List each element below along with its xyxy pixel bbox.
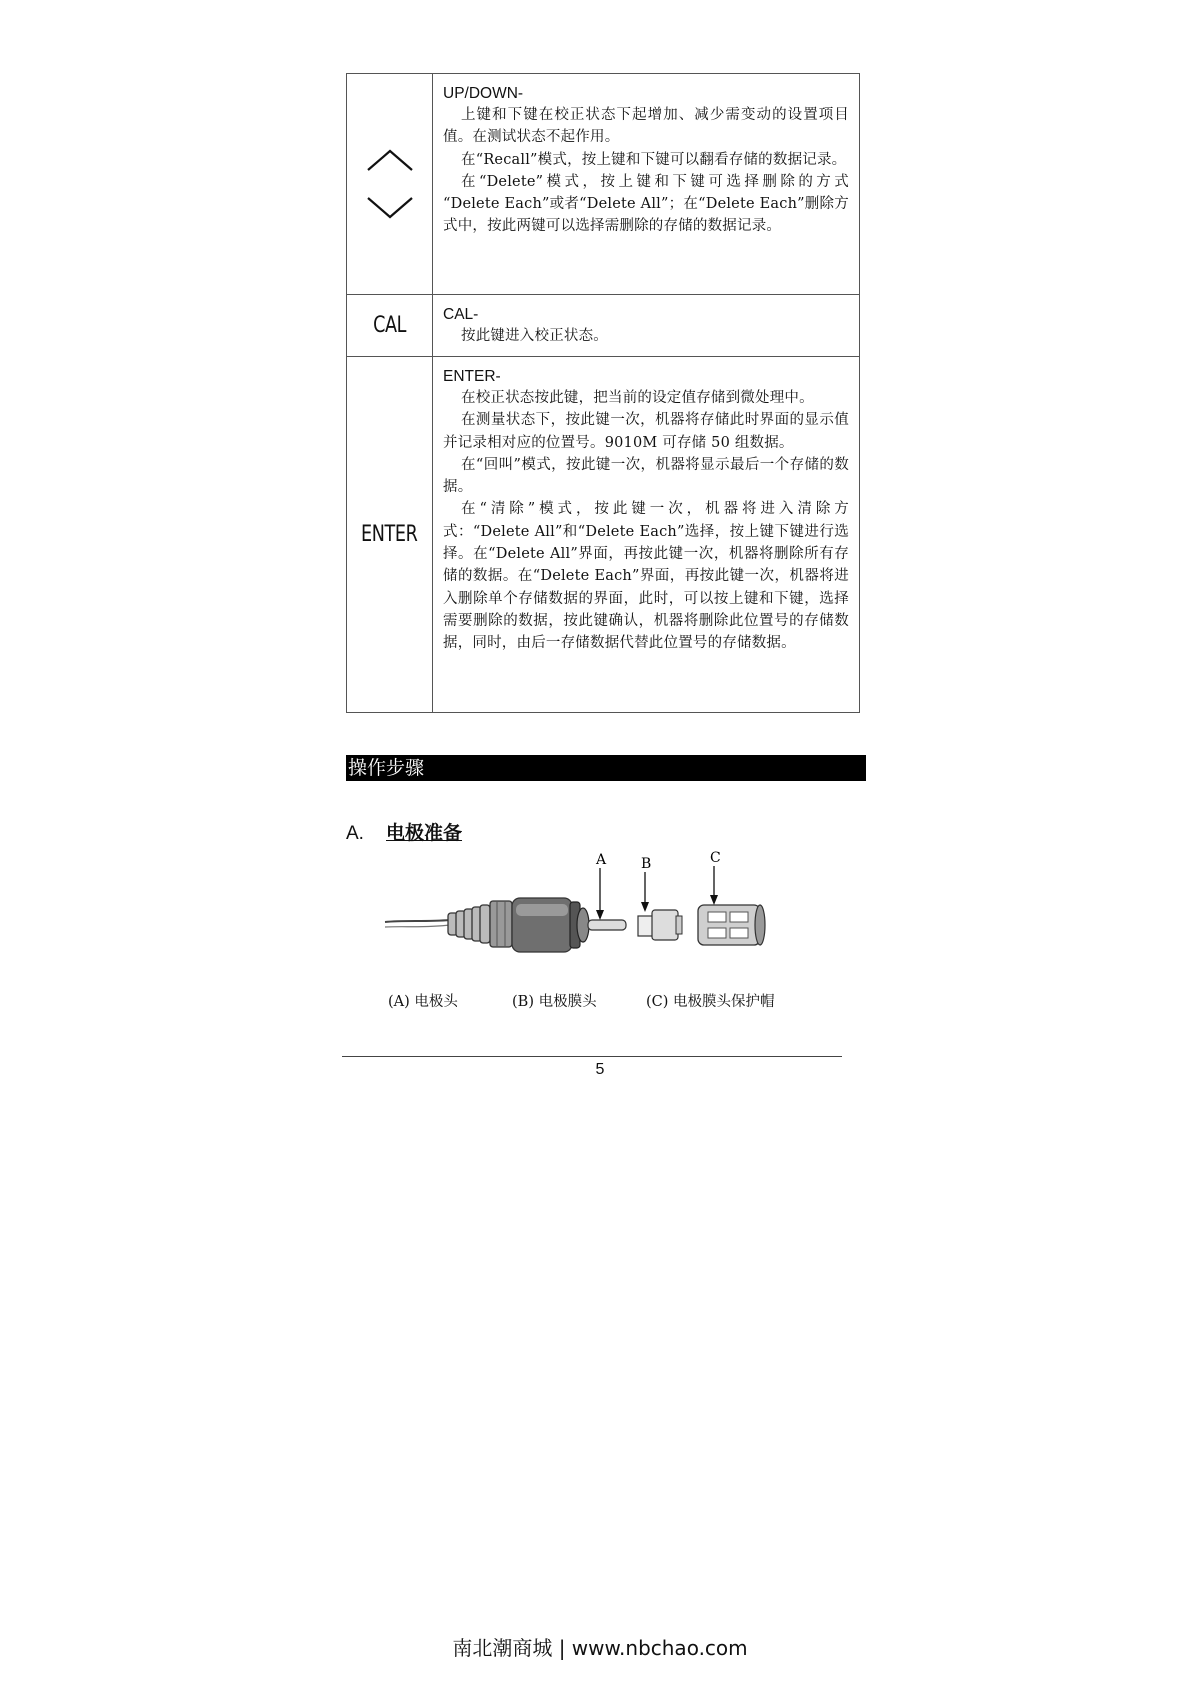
desc-paragraph: 在“Delete”模式，按上键和下键可选择删除的方式 “Delete Each”或者“Delete All”；在“Delete Each”删除方式中，按此两键可以选择需删除的存储的数据记录。 — [443, 173, 849, 235]
membrane-head-b — [638, 856, 682, 940]
desc-paragraph: 按此键进入校正状态。 — [461, 328, 608, 344]
key-function-table — [346, 73, 860, 713]
table-row-cal — [347, 295, 860, 357]
desc-paragraph: 在“清除”模式，按此键一次，机器将进入清除方式：“Delete All”和“Delete Each”选择，按上键下键进行选择。在“Delete All”界面，再按此键一次，机器将删除所有存储的数据。在“Delete Each”界面，再按此键一次，机器将进入删除单个存储数据的界面，此时，可以按上键和下键，选择需要删除的数据，按此键确认，机器将删除此位置号的存储数据，同时，由后一存储数据代替此位置号的存储数据。 — [443, 501, 849, 652]
caption-electrode-head: (A) 电极头 — [388, 994, 458, 1010]
figure-label-b: B — [641, 856, 652, 872]
figure-label-c: C — [710, 850, 721, 866]
desc-cell-cal — [433, 295, 860, 357]
table-row-up-down — [347, 74, 860, 295]
key-label-cal: CAL — [373, 313, 406, 338]
key-cell-enter — [347, 357, 433, 713]
table-row-enter — [347, 357, 860, 713]
subsection-letter: A. — [346, 823, 364, 844]
key-cell-cal — [347, 295, 433, 357]
key-title-cal: CAL- — [443, 306, 479, 323]
desc-paragraph: 在校正状态按此键，把当前的设定值存储到微处理中。 — [461, 390, 814, 406]
key-title-up-down: UP/DOWN- — [443, 85, 524, 102]
connector-nut — [490, 901, 512, 947]
key-cell-up-down — [347, 74, 433, 295]
electrode-body — [512, 898, 589, 952]
desc-paragraph: 在测量状态下，按此键一次，机器将存储此时界面的显示值并记录相对应的位置号。9010M 可存储 50 组数据。 — [443, 412, 849, 451]
desc-cell-up-down — [433, 74, 860, 295]
key-title-enter: ENTER- — [443, 368, 501, 385]
electrode-head-a — [588, 852, 626, 930]
caption-protective-cap: (C) 电极膜头保护帽 — [646, 994, 775, 1010]
page-number: 5 — [595, 1061, 605, 1078]
strain-relief-spring — [448, 905, 490, 943]
footer-rule — [342, 1056, 842, 1057]
section-heading-bar: 操作步骤 — [346, 755, 866, 781]
key-label-enter: ENTER — [361, 522, 418, 547]
desc-paragraph: 在“Recall”模式，按上键和下键可以翻看存储的数据记录。 — [461, 151, 847, 168]
chevron-up-icon — [365, 147, 415, 173]
site-footer: 南北潮商城 | www.nbchao.com — [452, 1636, 748, 1660]
protective-cap-c — [698, 850, 765, 945]
desc-cell-enter — [433, 357, 860, 713]
electrode-cable — [385, 920, 450, 927]
subsection-title: 电极准备 — [386, 822, 463, 844]
subsection-heading — [346, 818, 462, 845]
electrode-diagram — [380, 850, 820, 970]
figure-label-a: A — [596, 852, 607, 868]
chevron-down-icon — [365, 195, 415, 221]
caption-membrane-head: (B) 电极膜头 — [512, 994, 597, 1010]
desc-paragraph: 在“回叫”模式，按此键一次，机器将显示最后一个存储的数据。 — [443, 456, 849, 496]
desc-paragraph: 上键和下键在校正状态下起增加、减少需变动的设置项目值。在测试状态不起作用。 — [443, 107, 849, 146]
